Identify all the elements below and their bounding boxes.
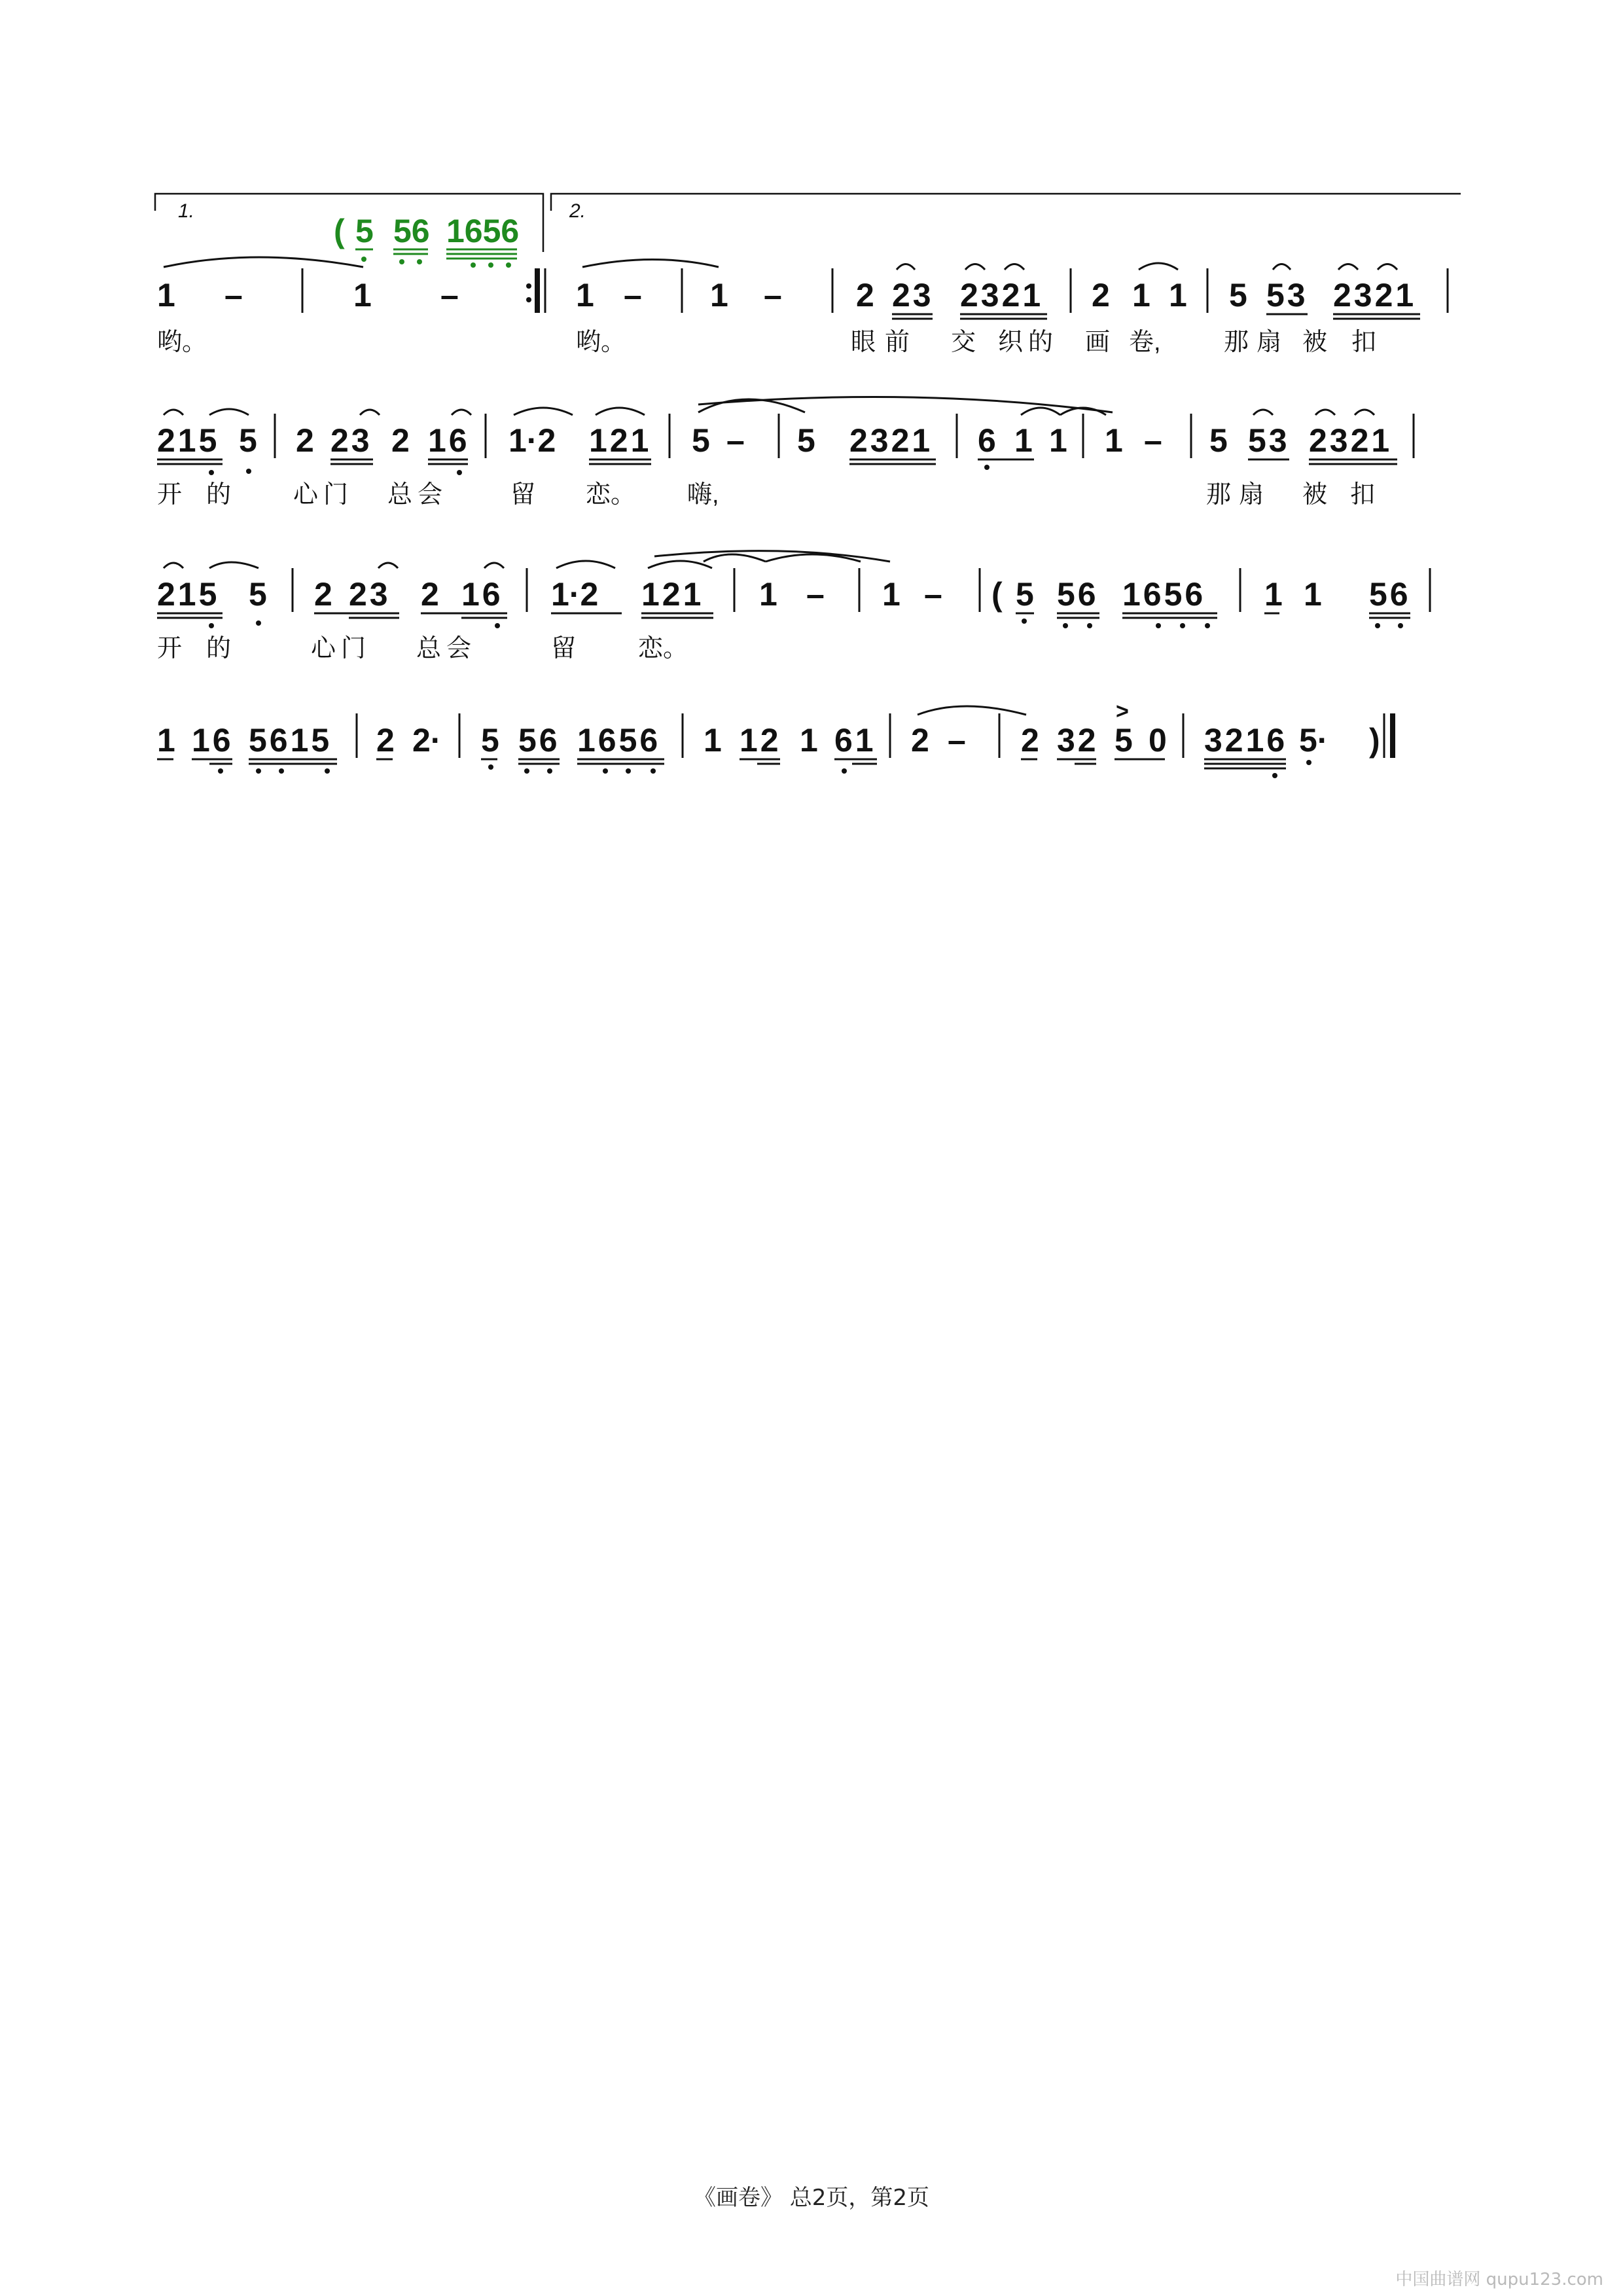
note: 5 [797, 422, 815, 459]
lyric: 嗨, [687, 481, 719, 509]
note: – [726, 422, 745, 459]
lyric: 的 [206, 635, 232, 662]
note: 16 [461, 576, 503, 613]
note: ( [991, 576, 1003, 613]
note: 2 [296, 422, 314, 459]
volta-2-label: 2. [569, 200, 586, 222]
intro-note: 1656 [446, 213, 520, 249]
lyric: 扣 [1350, 481, 1376, 509]
lyric: 被 [1302, 481, 1328, 509]
note: 1656 [1122, 576, 1206, 613]
note: 2321 [1333, 277, 1417, 314]
lyric: 织的 [998, 329, 1059, 356]
lyric: 那扇 [1206, 481, 1272, 509]
intro-phrase [334, 213, 519, 268]
note: 0 [1149, 722, 1167, 759]
staff-line-2 [157, 397, 1414, 509]
note: 1656 [577, 722, 661, 759]
lyric: 心门 [293, 481, 354, 509]
site-watermark: 中国曲谱网 qupu123.com [1395, 2270, 1603, 2289]
note: – [924, 576, 942, 613]
staff-line-1 [157, 257, 1448, 356]
lyric: 交 [951, 329, 976, 356]
lyric: 哟。 [157, 329, 207, 356]
note: 2 [421, 576, 439, 613]
note: 2 [391, 422, 410, 459]
staff-line-4 [157, 699, 1395, 778]
lyric: 画 [1085, 329, 1111, 356]
note: 1 [759, 576, 777, 613]
lyric: 的 [206, 481, 232, 509]
note: 1 [710, 277, 728, 314]
note: 12 [740, 722, 781, 759]
note: 5 [1229, 277, 1247, 314]
note: 2 [376, 722, 395, 759]
lyric: 留 [551, 635, 577, 662]
staff-line-3 [157, 551, 1430, 662]
note: 2 [1021, 722, 1039, 759]
lyric: 总会 [416, 635, 477, 662]
lyric: 心门 [311, 635, 372, 662]
note: 61 [834, 722, 876, 759]
note: 56 [1369, 576, 1411, 613]
note: – [440, 277, 459, 314]
note: 6 [978, 422, 996, 459]
note: 1 [800, 722, 818, 759]
note: 2321 [1309, 422, 1393, 459]
note: 5 [692, 422, 710, 459]
note: 2321 [849, 422, 933, 459]
note: 1 [1105, 422, 1123, 459]
note: – [948, 722, 966, 759]
note: 3216 [1204, 722, 1288, 759]
note: 1 [1169, 277, 1187, 314]
page-footer: 《画卷》 总2页，第2页 [693, 2185, 930, 2211]
note: 1·2 [508, 422, 556, 459]
note: 215 [157, 576, 220, 613]
note: 5 [239, 422, 257, 459]
note: 1 [1264, 576, 1283, 613]
intro-note: 5 [355, 213, 374, 249]
note: 1 [576, 277, 594, 314]
note: 5 [249, 576, 267, 613]
lyric: 卷, [1129, 329, 1161, 356]
note: 1 [1049, 422, 1067, 459]
lyric: 扣 [1351, 329, 1377, 356]
lyric: 总会 [387, 481, 448, 509]
note: 56 [1057, 576, 1099, 613]
note: 5· [1299, 722, 1329, 759]
note: 5615 [249, 722, 332, 759]
lyric: 眼前 [851, 329, 919, 356]
note: 5 [1115, 722, 1133, 759]
note: – [806, 576, 825, 613]
volta-1-label: 1. [178, 200, 195, 222]
note: 2· [412, 722, 442, 759]
note: 23 [330, 422, 372, 459]
intro-paren: ( [334, 213, 345, 249]
note: 23 [892, 277, 934, 314]
note: 5 [481, 722, 499, 759]
note: 5 [1209, 422, 1228, 459]
note: – [224, 277, 243, 314]
accent-mark: > [1116, 699, 1129, 724]
lyric: 恋。 [638, 635, 688, 662]
note: 1·2 [551, 576, 599, 613]
intro-note: 56 [393, 213, 430, 249]
note: 16 [192, 722, 234, 759]
note: 215 [157, 422, 220, 459]
lyric: 哟。 [576, 329, 626, 356]
note: ) [1369, 722, 1380, 759]
note: 1 [1304, 576, 1322, 613]
note: 2321 [960, 277, 1044, 314]
lyric: 恋。 [586, 481, 636, 509]
note: – [624, 277, 642, 314]
note: 2 [314, 576, 332, 613]
note: 121 [589, 422, 652, 459]
lyric: 被 [1302, 329, 1328, 356]
note: 32 [1057, 722, 1099, 759]
note: – [1144, 422, 1162, 459]
volta-brackets [155, 194, 1461, 252]
note: 1 [1014, 422, 1033, 459]
note: 1 [157, 722, 175, 759]
note: 2 [911, 722, 929, 759]
note: 16 [428, 422, 470, 459]
note: 1 [704, 722, 722, 759]
note: 1 [882, 576, 901, 613]
lyric: 开 [157, 481, 183, 509]
note: 53 [1266, 277, 1308, 314]
note: 1 [1132, 277, 1150, 314]
note: 5 [1016, 576, 1034, 613]
note: 2 [1092, 277, 1110, 314]
note: 2 [856, 277, 874, 314]
note: 56 [518, 722, 560, 759]
note: 1 [157, 277, 175, 314]
lyric: 留 [510, 481, 536, 509]
note: 121 [641, 576, 704, 613]
note: 53 [1248, 422, 1290, 459]
note: – [764, 277, 782, 314]
lyric: 开 [157, 635, 183, 662]
note: 1 [353, 277, 372, 314]
note: 23 [349, 576, 391, 613]
lyric: 那扇 [1224, 329, 1290, 356]
